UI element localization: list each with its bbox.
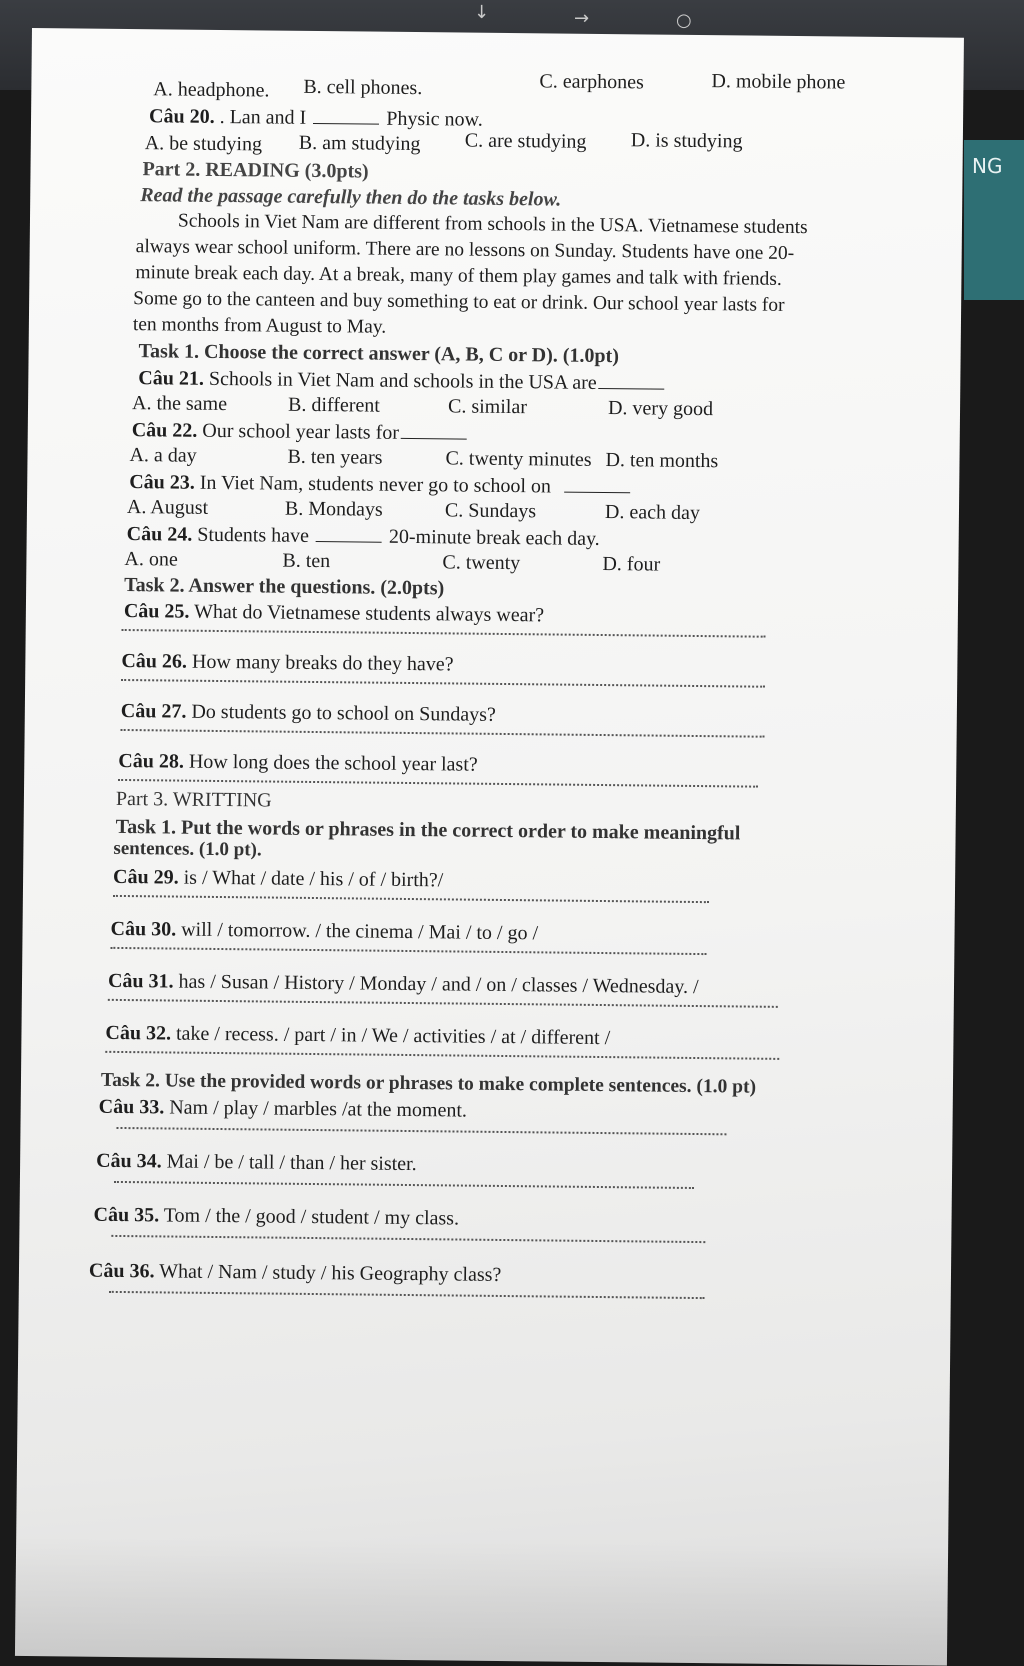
- answer-line[interactable]: [118, 779, 758, 788]
- answer-line[interactable]: [122, 629, 766, 638]
- q20-option-a: A. be studying: [144, 132, 263, 156]
- q24-option-b: B. ten: [282, 549, 331, 573]
- part3-title: Part 3. WRITTING: [115, 787, 272, 812]
- q34-line: [96, 1149, 417, 1176]
- q27-line: [121, 699, 496, 727]
- part3-task1-title-1: Task 1. Put the words or phrases in the correct order to make meaningful: [115, 815, 741, 845]
- q26-number: Câu 26.: [121, 649, 188, 673]
- q23-option-d: D. each day: [604, 501, 701, 525]
- passage-line-2: always wear school uniform. There are no lessons on Sunday. Students have one 20-: [135, 236, 795, 264]
- q25-number: Câu 25.: [123, 599, 190, 623]
- q33-number: Câu 33.: [98, 1095, 165, 1119]
- q26-line: [121, 649, 453, 676]
- answer-line[interactable]: [121, 729, 765, 738]
- q20-option-c: C. are studying: [464, 129, 587, 153]
- q28-number: Câu 28.: [118, 749, 185, 773]
- q32-line: [105, 1021, 610, 1050]
- background-screen-edge: [964, 140, 1024, 300]
- q27-number: Câu 27.: [120, 699, 187, 723]
- q23-option-b: B. Mondays: [284, 497, 383, 521]
- q33-line: [99, 1095, 468, 1123]
- q21-option-a: A. the same: [131, 392, 228, 416]
- q21-text: Schools in Viet Nam and schools in the USA are: [208, 367, 597, 394]
- q24-number: Câu 24.: [126, 523, 193, 546]
- q19-option-b: B. cell phones.: [303, 75, 423, 100]
- q31-number: Câu 31.: [107, 969, 174, 993]
- answer-line[interactable]: [113, 895, 709, 903]
- q22-line: [132, 417, 469, 446]
- part3-task1-title-2: sentences. (1.0 pt).: [113, 837, 262, 861]
- q30-text: will / tomorrow. / the cinema / Mai / to / go /: [181, 918, 539, 945]
- q24-line: [127, 521, 600, 551]
- q20-line: [149, 103, 483, 131]
- part3-task2-title: Task 2. Use the provided words or phrases to make complete sentences. (1.0 pt): [100, 1069, 757, 1098]
- q22-text: Our school year lasts for: [202, 419, 400, 444]
- q35-line: [93, 1203, 459, 1231]
- q26-text: How many breaks do they have?: [191, 650, 454, 676]
- q28-line: [118, 749, 478, 777]
- q23-text: In Viet Nam, students never go to school on: [199, 471, 552, 498]
- passage-line-3: minute break each day. At a break, many of them play games and talk with friends.: [135, 262, 782, 290]
- q21-number: Câu 21.: [138, 367, 205, 390]
- q28-text: How long does the school year last?: [188, 750, 478, 776]
- arrow-down-icon: ↓: [474, 2, 490, 23]
- task2-title: Task 2. Answer the questions. (2.0pts): [124, 573, 445, 600]
- task1-title: Task 1. Choose the correct answer (A, B, C or D). (1.0pt): [138, 340, 620, 368]
- q21-option-b: B. different: [287, 393, 381, 417]
- q23-number: Câu 23.: [129, 471, 195, 494]
- answer-line[interactable]: [105, 1051, 779, 1060]
- q23-option-a: A. August: [126, 496, 209, 519]
- q24-option-d: D. four: [602, 553, 661, 576]
- q36-text: What / Nam / study / his Geography class?: [159, 1260, 502, 1286]
- answer-blank[interactable]: [316, 523, 382, 543]
- answer-line[interactable]: [116, 1127, 726, 1135]
- q36-number: Câu 36.: [88, 1259, 155, 1283]
- q31-text: has / Susan / History / Monday / and / on / classes / Wednesday. /: [178, 970, 699, 999]
- q20-number: Câu 20.: [148, 105, 215, 128]
- q22-number: Câu 22.: [131, 419, 198, 442]
- q23-line: [129, 469, 632, 499]
- passage-line-5: ten months from August to May.: [132, 314, 387, 338]
- q22-option-d: D. ten months: [605, 449, 719, 473]
- q34-text: Mai / be / tall / than / her sister.: [166, 1150, 417, 1176]
- answer-blank[interactable]: [401, 420, 467, 440]
- q23-option-c: C. Sundays: [444, 499, 537, 523]
- answer-blank[interactable]: [564, 474, 630, 494]
- q19-option-d: D. mobile phone: [711, 70, 846, 94]
- q36-line: [89, 1259, 502, 1287]
- q22-option-a: A. a day: [129, 444, 197, 467]
- passage-line-4: Some go to the canteen and buy something to eat or drink. Our school year lasts for: [133, 288, 785, 316]
- q29-number: Câu 29.: [112, 865, 179, 889]
- q32-number: Câu 32.: [105, 1021, 172, 1045]
- q32-text: take / recess. / part / in / We / activities / at / different /: [175, 1022, 611, 1050]
- answer-line[interactable]: [110, 947, 706, 955]
- q30-line: [110, 917, 538, 945]
- answer-line[interactable]: [111, 1235, 705, 1243]
- answer-blank[interactable]: [313, 105, 379, 125]
- q31-line: [108, 969, 699, 999]
- passage-line-1: Schools in Viet Nam are different from schools in the USA. Vietnamese students: [177, 210, 808, 239]
- side-label: NG: [972, 154, 1003, 178]
- q35-number: Câu 35.: [93, 1203, 160, 1227]
- q27-text: Do students go to school on Sundays?: [191, 700, 496, 726]
- circle-icon: ○: [676, 10, 692, 31]
- q25-line: [124, 599, 544, 627]
- answer-line[interactable]: [108, 999, 778, 1008]
- q24-option-c: C. twenty: [442, 551, 521, 575]
- q21-option-d: D. very good: [607, 397, 714, 421]
- q24-post: 20-minute break each day.: [388, 525, 600, 550]
- answer-blank[interactable]: [599, 370, 665, 390]
- exam-paper: [15, 28, 964, 1666]
- q22-option-c: C. twenty minutes: [445, 447, 592, 471]
- q20-pre: . Lan and I: [219, 105, 307, 129]
- q25-text: What do Vietnamese students always wear?: [193, 600, 545, 627]
- q20-option-d: D. is studying: [630, 129, 743, 153]
- q24-pre: Students have: [197, 523, 310, 547]
- part2-title: Part 2. READING (3.0pts): [142, 158, 369, 183]
- answer-line[interactable]: [121, 679, 765, 688]
- q19-option-c: C. earphones: [539, 70, 645, 94]
- part2-instruction: Read the passage carefully then do the tasks below.: [140, 184, 562, 211]
- paper-shadow: [15, 1536, 948, 1666]
- q30-number: Câu 30.: [110, 917, 177, 941]
- answer-line[interactable]: [109, 1291, 705, 1299]
- q35-text: Tom / the / good / student / my class.: [163, 1204, 460, 1230]
- answer-line[interactable]: [114, 1181, 694, 1189]
- q24-option-a: A. one: [124, 547, 178, 571]
- q34-number: Câu 34.: [96, 1149, 162, 1173]
- q22-option-b: B. ten years: [287, 445, 383, 469]
- q21-option-c: C. similar: [447, 395, 528, 419]
- q19-option-a: A. headphone.: [153, 78, 270, 102]
- q20-option-b: B. am studying: [298, 131, 421, 156]
- q29-text: is / What / date / his / of / birth?/: [183, 866, 444, 892]
- arrow-right-icon: →: [574, 8, 590, 29]
- q20-post: Physic now.: [386, 107, 483, 131]
- q29-line: [113, 865, 443, 892]
- q33-text: Nam / play / marbles /at the moment.: [169, 1096, 468, 1122]
